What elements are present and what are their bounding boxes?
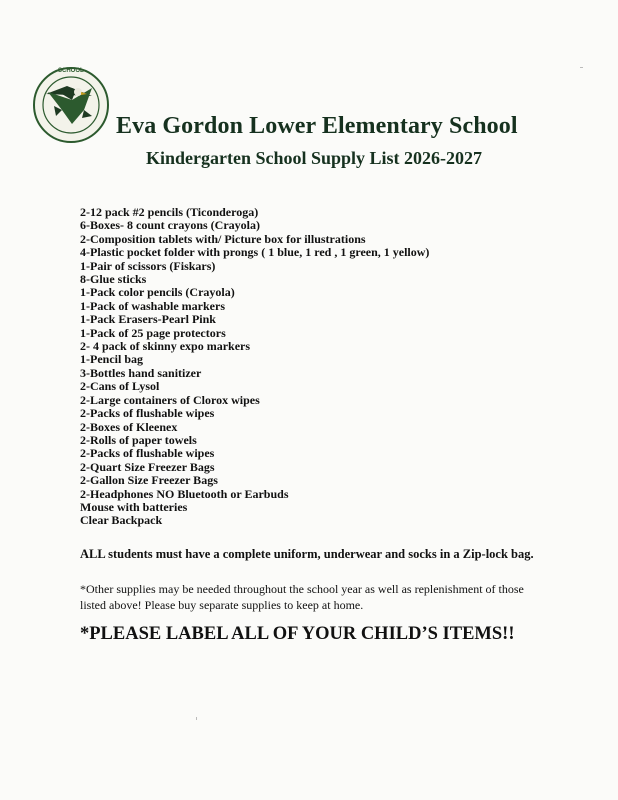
list-item: 4-Plastic pocket folder with prongs ( 1 blue, 1 red , 1 green, 1 yellow): [80, 245, 430, 260]
other-supplies-note: [80, 581, 580, 613]
list-item: Clear Backpack: [80, 513, 163, 528]
other-supplies-line: listed above! Please buy separate supplies to keep at home.: [80, 598, 364, 612]
list-item: 2-Large containers of Clorox wipes: [80, 392, 260, 407]
list-item: 2-Packs of flushable wipes: [80, 446, 215, 461]
eagle-emblem-icon: [32, 66, 110, 144]
list-item: 1-Pencil bag: [80, 352, 143, 367]
list-item: Mouse with batteries: [80, 499, 188, 514]
list-item: 3-Bottles hand sanitizer: [80, 365, 202, 380]
list-item: 8-Glue sticks: [80, 272, 147, 287]
school-logo: [32, 66, 110, 144]
school-name: Eva Gordon Lower Elementary School: [116, 113, 518, 139]
list-item: 2- 4 pack of skinny expo markers: [80, 339, 251, 354]
list-item: 1-Pair of scissors (Fiskars): [80, 258, 216, 273]
list-item: 1-Pack color pencils (Crayola): [80, 285, 235, 300]
list-item: 6-Boxes- 8 count crayons (Crayola): [80, 218, 260, 233]
logo-text: SCHOOL: [58, 68, 84, 74]
list-item: 1-Pack Erasers-Pearl Pink: [80, 312, 216, 327]
label-items-notice: *PLEASE LABEL ALL OF YOUR CHILD’S ITEMS!!: [80, 624, 515, 644]
list-item: 2-Packs of flushable wipes: [80, 406, 215, 421]
list-item: 2-Composition tablets with/ Picture box for illustrations: [80, 231, 366, 246]
scan-speck: [196, 717, 197, 720]
list-item: 2-Rolls of paper towels: [80, 432, 197, 447]
list-item: 1-Pack of 25 page protectors: [80, 325, 226, 340]
list-item: 2-Headphones NO Bluetooth or Earbuds: [80, 486, 289, 501]
supply-list: [80, 206, 429, 528]
list-item: 2-Boxes of Kleenex: [80, 419, 178, 434]
list-title: Kindergarten School Supply List 2026-2027: [146, 148, 483, 168]
list-item: 2-Quart Size Freezer Bags: [80, 459, 215, 474]
other-supplies-line: *Other supplies may be needed throughout the school year as well as replenishment of those: [80, 582, 524, 596]
list-item: 2-Gallon Size Freezer Bags: [80, 473, 218, 488]
list-item: 2-12 pack #2 pencils (Ticonderoga): [80, 205, 259, 219]
uniform-note: ALL students must have a complete uniform, underwear and socks in a Zip-lock bag.: [80, 547, 534, 561]
scan-speck: [580, 67, 583, 68]
list-item: 1-Pack of washable markers: [80, 298, 225, 313]
list-item: 2-Cans of Lysol: [80, 379, 160, 394]
